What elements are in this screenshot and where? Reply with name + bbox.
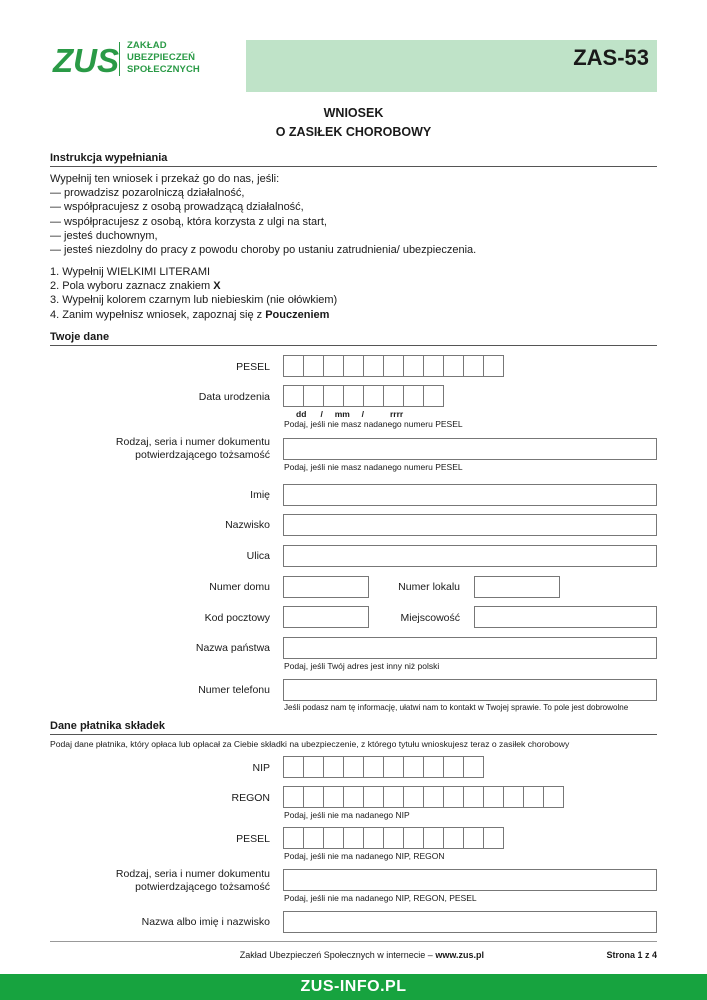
house-number-input[interactable] — [283, 576, 369, 598]
instructions-heading: Instrukcja wypełniania — [50, 152, 657, 167]
payer-name-label: Nazwa albo imię i nazwisko — [141, 916, 270, 928]
digit-cell[interactable] — [483, 786, 504, 808]
document-hint: Podaj, jeśli nie masz nadanego numeru PESEL — [284, 462, 463, 472]
country-label: Nazwa państwa — [195, 642, 270, 654]
digit-cell[interactable] — [383, 756, 404, 778]
postal-code-label: Kod pocztowy — [204, 612, 270, 624]
form-code: ZAS-53 — [573, 45, 649, 70]
digit-cell[interactable] — [463, 786, 484, 808]
digit-cell[interactable] — [303, 786, 324, 808]
birth-date-hint: Podaj, jeśli nie masz nadanego numeru PESEL — [284, 419, 463, 429]
digit-cell[interactable] — [383, 786, 404, 808]
first-name-input[interactable] — [283, 484, 657, 506]
digit-cell[interactable] — [403, 385, 424, 407]
form-header — [50, 40, 657, 92]
date-format-hint: dd / mm / rrrr — [296, 409, 404, 419]
header-band — [246, 40, 657, 92]
digit-cell[interactable] — [443, 786, 464, 808]
digit-cell[interactable] — [403, 786, 424, 808]
digit-cell[interactable] — [323, 385, 344, 407]
last-name-input[interactable] — [283, 514, 657, 536]
payer-pesel-cells[interactable] — [283, 827, 503, 849]
payer-description: Podaj dane płatnika, który opłaca lub opłacał za Ciebie składki na ubezpieczenie, z którego tytułu wnioskujesz teraz o zasiłek chorobowy — [50, 739, 570, 749]
logo-letters: ZUS — [53, 42, 119, 79]
digit-cell[interactable] — [363, 786, 384, 808]
payer-regon-label: REGON — [231, 792, 270, 804]
digit-cell[interactable] — [343, 355, 364, 377]
phone-label: Numer telefonu — [198, 684, 270, 696]
digit-cell[interactable] — [363, 756, 384, 778]
digit-cell[interactable] — [363, 827, 384, 849]
digit-cell[interactable] — [323, 786, 344, 808]
digit-cell[interactable] — [383, 827, 404, 849]
payer-pesel-label: PESEL — [236, 833, 270, 845]
last-name-label: Nazwisko — [225, 519, 270, 531]
payer-document-label: Rodzaj, seria i numer dokumentu potwierdzającego tożsamość — [115, 868, 270, 893]
logo-text: ZAKŁAD UBEZPIECZEŃ SPOŁECZNYCH — [127, 40, 200, 75]
digit-cell[interactable] — [443, 827, 464, 849]
digit-cell[interactable] — [403, 827, 424, 849]
zus-logo — [50, 40, 246, 92]
payer-nip-cells[interactable] — [283, 756, 483, 778]
birth-date-cells[interactable] — [283, 385, 443, 407]
digit-cell[interactable] — [523, 786, 544, 808]
payer-regon-hint: Podaj, jeśli nie ma nadanego NIP — [284, 810, 410, 820]
digit-cell[interactable] — [463, 756, 484, 778]
payer-document-hint: Podaj, jeśli nie ma nadanego NIP, REGON, PESEL — [284, 893, 477, 903]
logo-divider — [119, 42, 120, 76]
digit-cell[interactable] — [343, 385, 364, 407]
digit-cell[interactable] — [303, 827, 324, 849]
city-label: Miejscowość — [400, 612, 460, 624]
digit-cell[interactable] — [343, 827, 364, 849]
digit-cell[interactable] — [303, 756, 324, 778]
instructions-steps: 1. Wypełnij WIELKIMI LITERAMI 2. Pola wyboru zaznacz znakiem X 3. Wypełnij kolorem czarnym lub niebieskim (nie ołówkiem) 4. Zanim wypełnisz wniosek, zapoznaj się z Pouczeniem — [50, 266, 338, 321]
first-name-label: Imię — [250, 489, 270, 501]
phone-hint: Jeśli podasz nam tę informację, ułatwi nam to kontakt w Twojej sprawie. To pole jest dobrowolne — [284, 703, 629, 712]
flat-number-input[interactable] — [474, 576, 560, 598]
footer-text: Zakład Ubezpieczeń Społecznych w internecie – www.zus.pl — [239, 950, 484, 960]
digit-cell[interactable] — [423, 827, 444, 849]
footer-link[interactable]: www.zus.pl — [435, 950, 484, 960]
digit-cell[interactable] — [283, 385, 304, 407]
instructions-body: Wypełnij ten wniosek i przekaż go do nas, jeśli: — prowadzisz pozarolniczą działalność, — współpracujesz z osobą prowadzącą działalność, — współpracujesz z osobą, która korzysta z ulgi na start, — jesteś duchownym, — jesteś niezdolny do pracy z powodu choroby po ustaniu zatrudnienia/ ubezpieczenia. — [50, 173, 477, 257]
digit-cell[interactable] — [423, 355, 444, 377]
digit-cell[interactable] — [383, 385, 404, 407]
digit-cell[interactable] — [303, 385, 324, 407]
digit-cell[interactable] — [363, 385, 384, 407]
digit-cell[interactable] — [423, 786, 444, 808]
digit-cell[interactable] — [423, 385, 444, 407]
digit-cell[interactable] — [343, 756, 364, 778]
street-label: Ulica — [246, 550, 270, 562]
digit-cell[interactable] — [363, 355, 384, 377]
pesel-cells[interactable] — [283, 355, 503, 377]
postal-code-input[interactable] — [283, 606, 369, 628]
digit-cell[interactable] — [303, 355, 324, 377]
digit-cell[interactable] — [283, 355, 304, 377]
footer-divider — [50, 941, 657, 942]
digit-cell[interactable] — [443, 756, 464, 778]
payer-regon-cells[interactable] — [283, 786, 563, 808]
digit-cell[interactable] — [483, 827, 504, 849]
digit-cell[interactable] — [463, 827, 484, 849]
country-input[interactable] — [283, 637, 657, 659]
page-number: Strona 1 z 4 — [606, 950, 657, 960]
document-label: Rodzaj, seria i numer dokumentu potwierdzającego tożsamość — [115, 436, 270, 461]
phone-input[interactable] — [283, 679, 657, 701]
digit-cell[interactable] — [383, 355, 404, 377]
digit-cell[interactable] — [283, 827, 304, 849]
street-input[interactable] — [283, 545, 657, 567]
your-data-heading: Twoje dane — [50, 331, 657, 346]
digit-cell[interactable] — [503, 786, 524, 808]
digit-cell[interactable] — [283, 786, 304, 808]
digit-cell[interactable] — [323, 355, 344, 377]
digit-cell[interactable] — [323, 827, 344, 849]
digit-cell[interactable] — [403, 355, 424, 377]
digit-cell[interactable] — [543, 786, 564, 808]
digit-cell[interactable] — [423, 756, 444, 778]
house-number-label: Numer domu — [209, 581, 270, 593]
payer-pesel-hint: Podaj, jeśli nie ma nadanego NIP, REGON — [284, 851, 445, 861]
zus-info-banner: ZUS-INFO.PL — [0, 974, 707, 1000]
digit-cell[interactable] — [403, 756, 424, 778]
payer-name-input[interactable] — [283, 911, 657, 933]
title-line-1: WNIOSEK — [323, 106, 384, 120]
payer-nip-label: NIP — [252, 762, 270, 774]
zus-logo-mark-icon — [52, 42, 119, 79]
flat-number-label: Numer lokalu — [398, 581, 460, 593]
digit-cell[interactable] — [463, 355, 484, 377]
title-line-2: O ZASIŁEK CHOROBOWY — [275, 125, 432, 139]
digit-cell[interactable] — [283, 756, 304, 778]
document-input[interactable] — [283, 438, 657, 460]
digit-cell[interactable] — [483, 355, 504, 377]
country-hint: Podaj, jeśli Twój adres jest inny niż polski — [284, 661, 440, 671]
birth-date-label: Data urodzenia — [198, 391, 270, 403]
city-input[interactable] — [474, 606, 657, 628]
digit-cell[interactable] — [323, 756, 344, 778]
digit-cell[interactable] — [443, 355, 464, 377]
payer-heading: Dane płatnika składek — [50, 720, 657, 735]
payer-document-input[interactable] — [283, 869, 657, 891]
digit-cell[interactable] — [343, 786, 364, 808]
pesel-label: PESEL — [236, 361, 270, 373]
